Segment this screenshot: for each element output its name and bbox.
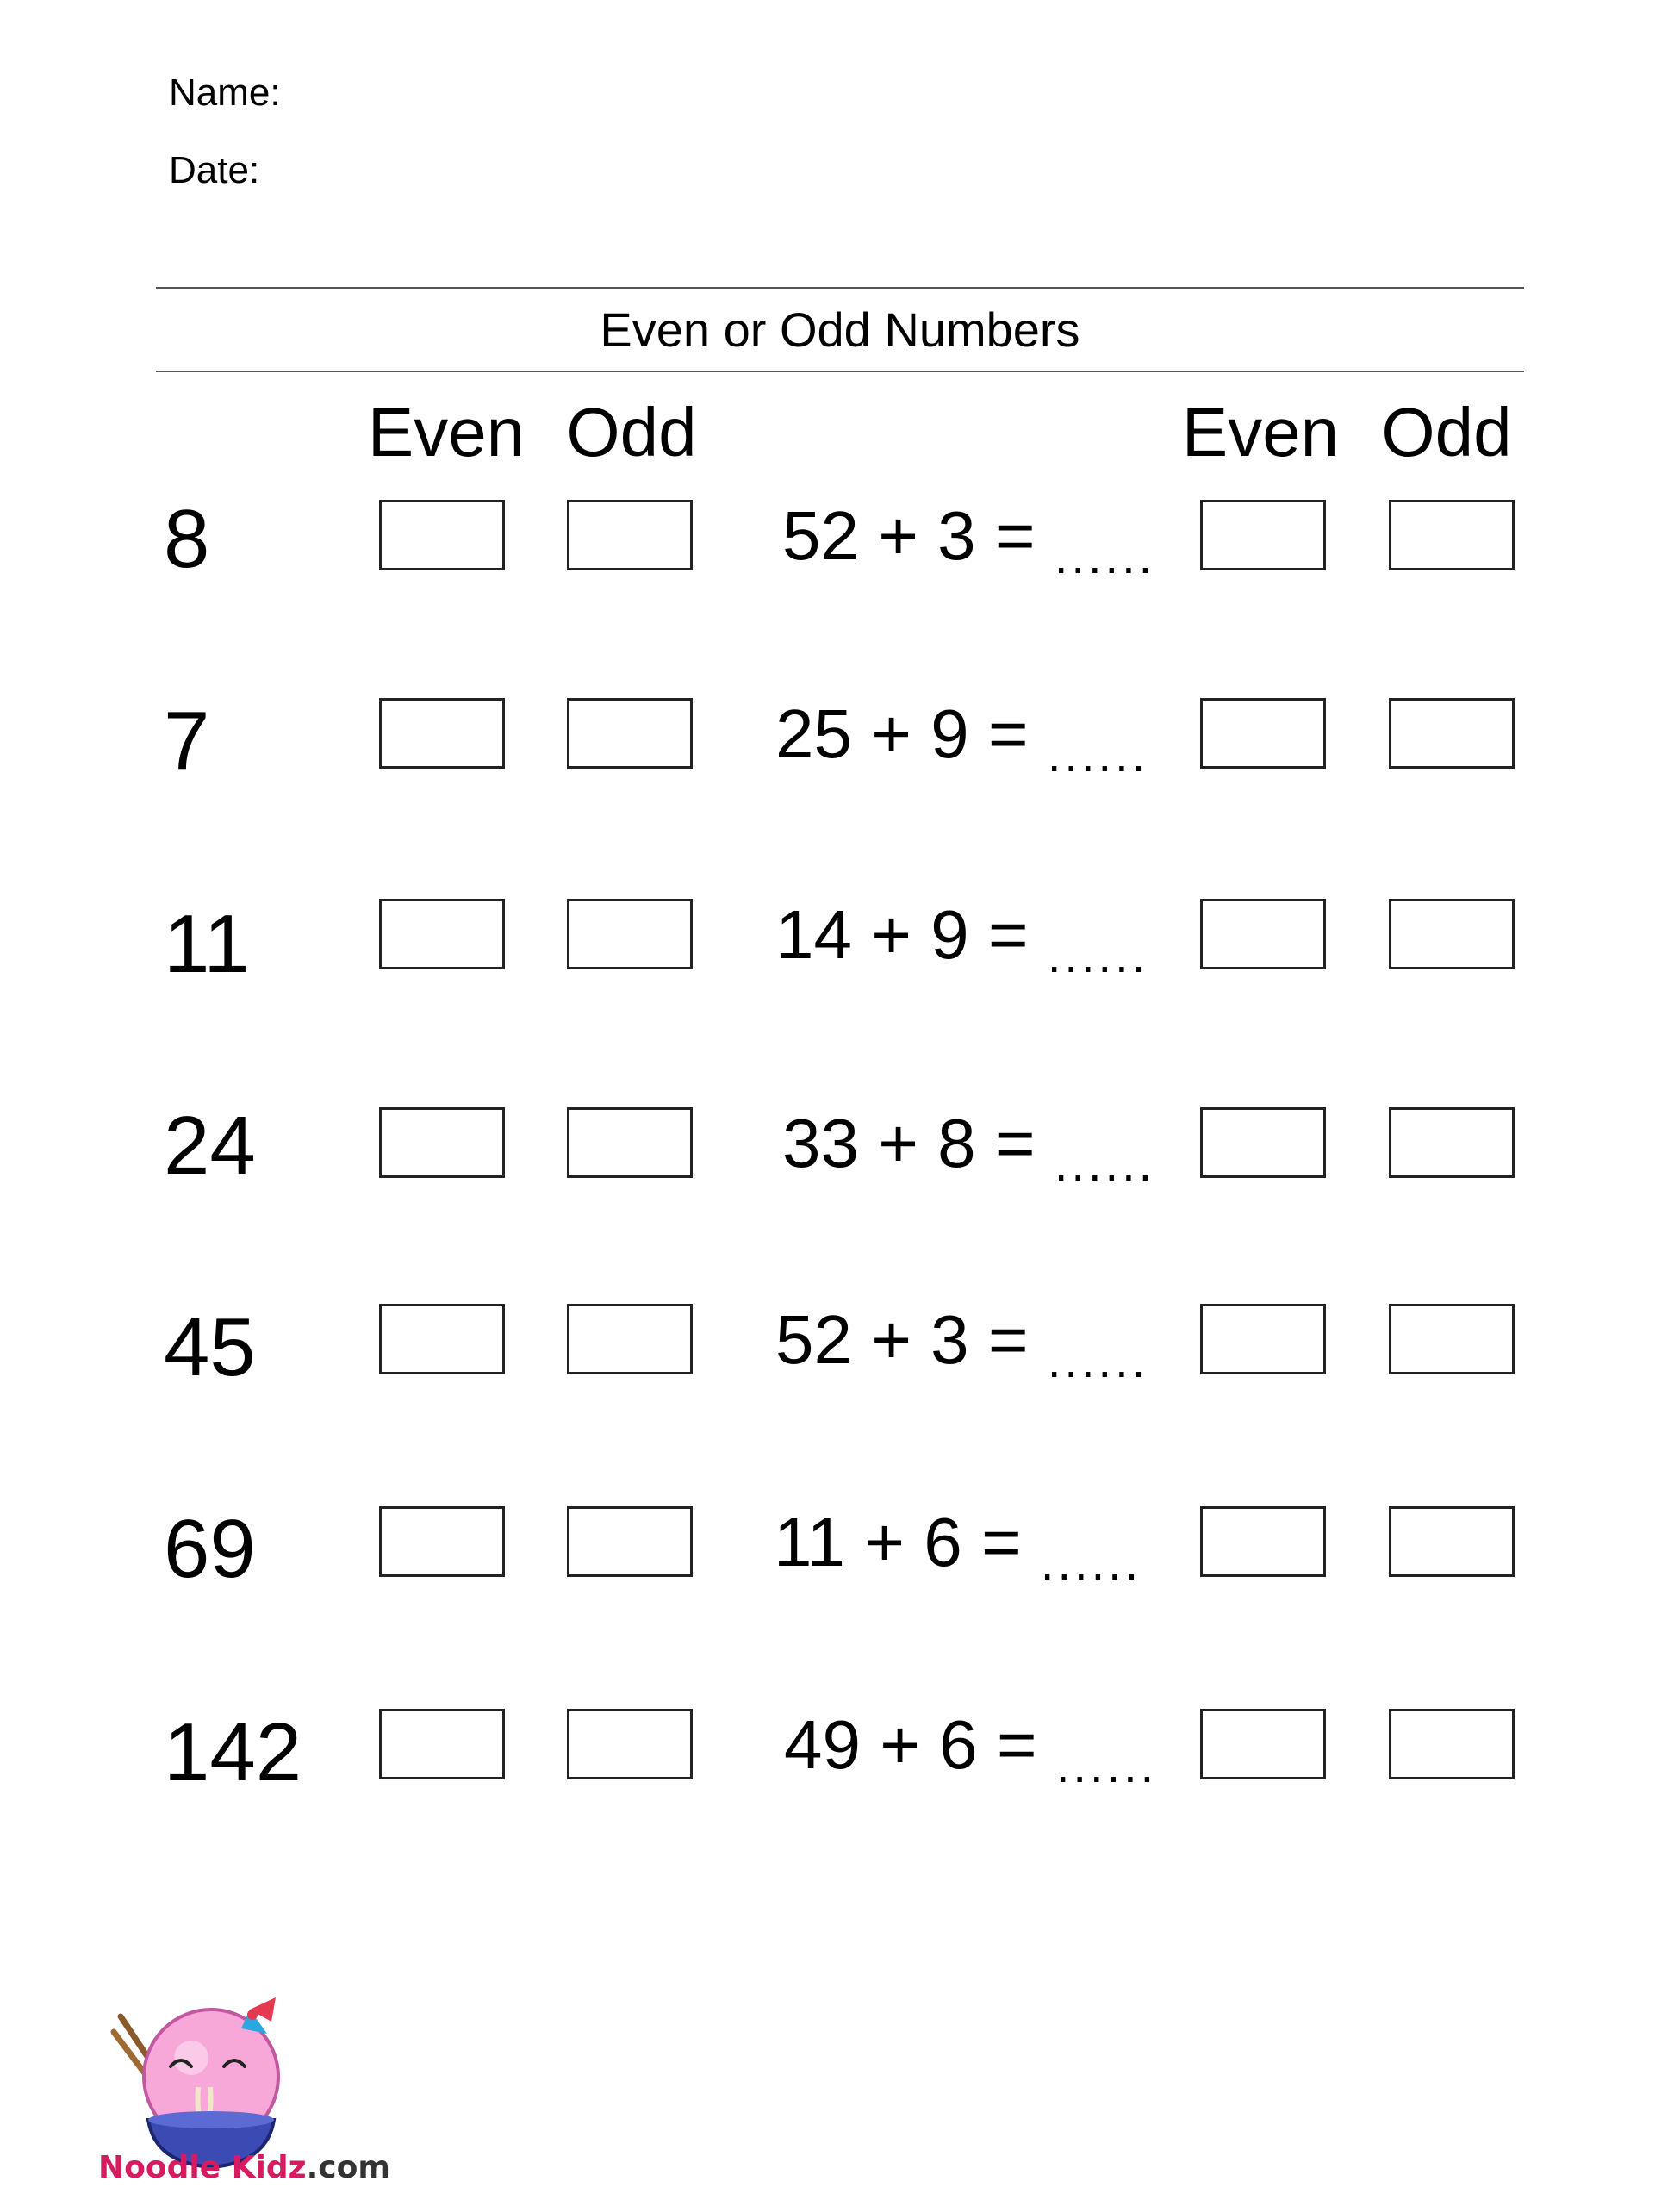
left-odd-checkbox[interactable]	[567, 1304, 693, 1374]
right-odd-checkbox[interactable]	[1389, 1107, 1515, 1178]
noodle-kidz-logo-text	[98, 2150, 390, 2185]
number-value: 45	[164, 1301, 256, 1393]
left-odd-checkbox[interactable]	[567, 1709, 693, 1779]
addition-equation	[782, 1105, 1167, 1191]
left-even-checkbox[interactable]	[379, 500, 505, 570]
number-value: 69	[164, 1503, 256, 1595]
left-odd-checkbox[interactable]	[567, 1107, 693, 1178]
equation-text: 52 + 3 =	[775, 1301, 1029, 1378]
answer-blank[interactable]: ......	[1047, 1333, 1149, 1387]
answer-blank[interactable]: ......	[1047, 727, 1149, 782]
equation-text: 52 + 3 =	[782, 497, 1036, 574]
answer-blank[interactable]: ......	[1054, 1137, 1156, 1191]
right-odd-checkbox[interactable]	[1389, 1304, 1515, 1374]
title-rule-bottom	[156, 371, 1524, 372]
equation-text: 25 + 9 =	[775, 695, 1029, 772]
right-odd-checkbox[interactable]	[1389, 1709, 1515, 1779]
answer-blank[interactable]: ......	[1047, 928, 1149, 982]
right-odd-header: Odd	[1381, 394, 1512, 470]
number-value: 24	[164, 1100, 256, 1192]
addition-equation	[784, 1706, 1168, 1792]
answer-blank[interactable]: ......	[1055, 1738, 1158, 1792]
addition-equation	[775, 1301, 1160, 1387]
right-even-checkbox[interactable]	[1200, 1304, 1326, 1374]
right-even-checkbox[interactable]	[1200, 899, 1326, 969]
number-value: 142	[164, 1706, 302, 1798]
equation-text: 11 + 6 =	[774, 1504, 1022, 1580]
left-odd-header: Odd	[566, 394, 697, 470]
left-odd-checkbox[interactable]	[567, 698, 693, 769]
left-odd-checkbox[interactable]	[567, 1506, 693, 1577]
right-odd-checkbox[interactable]	[1389, 698, 1515, 769]
left-even-header: Even	[367, 394, 526, 470]
addition-equation	[782, 497, 1167, 583]
right-even-checkbox[interactable]	[1200, 500, 1326, 570]
equation-text: 33 + 8 =	[782, 1105, 1036, 1181]
name-label: Name:	[169, 72, 281, 114]
logo-text-noodle: Noodle	[98, 2150, 221, 2185]
number-value: 7	[164, 695, 210, 787]
left-even-checkbox[interactable]	[379, 698, 505, 769]
equation-text: 49 + 6 =	[784, 1706, 1037, 1783]
left-even-checkbox[interactable]	[379, 899, 505, 969]
right-odd-checkbox[interactable]	[1389, 899, 1515, 969]
addition-equation	[775, 695, 1160, 782]
right-even-header: Even	[1181, 394, 1340, 470]
left-odd-checkbox[interactable]	[567, 899, 693, 969]
logo-text-com: .com	[306, 2150, 390, 2185]
number-value: 8	[164, 493, 210, 585]
equation-text: 14 + 9 =	[775, 896, 1029, 973]
left-even-checkbox[interactable]	[379, 1506, 505, 1577]
right-odd-checkbox[interactable]	[1389, 1506, 1515, 1577]
right-even-checkbox[interactable]	[1200, 1709, 1326, 1779]
addition-equation	[775, 896, 1160, 982]
logo-text-kidz: Kidz	[221, 2150, 307, 2185]
answer-blank[interactable]: ......	[1054, 529, 1156, 583]
right-odd-checkbox[interactable]	[1389, 500, 1515, 570]
number-value: 11	[164, 898, 250, 990]
addition-equation	[774, 1504, 1153, 1590]
left-even-checkbox[interactable]	[379, 1107, 505, 1178]
left-odd-checkbox[interactable]	[567, 500, 693, 570]
date-label: Date:	[169, 149, 260, 191]
title-rule-top	[156, 287, 1524, 289]
worksheet-title: Even or Odd Numbers	[600, 302, 1080, 357]
right-even-checkbox[interactable]	[1200, 1506, 1326, 1577]
right-even-checkbox[interactable]	[1200, 1107, 1326, 1178]
right-even-checkbox[interactable]	[1200, 698, 1326, 769]
left-even-checkbox[interactable]	[379, 1709, 505, 1779]
answer-blank[interactable]: ......	[1040, 1536, 1142, 1590]
left-even-checkbox[interactable]	[379, 1304, 505, 1374]
